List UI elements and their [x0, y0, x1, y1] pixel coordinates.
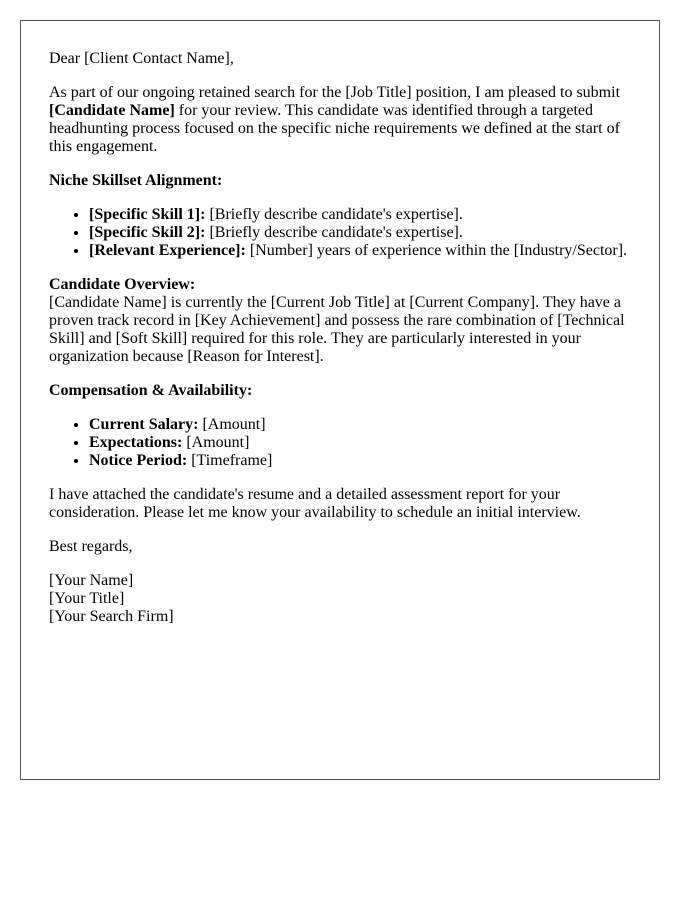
compensation-value: [Amount] — [198, 416, 266, 433]
intro-text-before: As part of our ongoing retained search for the [Job Title] position, I am pleased to submit — [49, 84, 621, 101]
intro-paragraph — [49, 84, 631, 156]
overview-section — [49, 276, 631, 366]
compensation-list — [49, 416, 631, 470]
greeting: Dear [Client Contact Name], — [49, 50, 234, 67]
skills-list-item — [89, 206, 631, 224]
closing-paragraph: I have attached the candidate's resume and a detailed assessment report for your consideration. Please let me know your availability to schedule an initial interview. — [49, 486, 581, 521]
skills-list-item — [89, 224, 631, 242]
signature-name: [Your Name] — [49, 572, 134, 589]
skill-label: [Specific Skill 2]: — [89, 224, 206, 241]
overview-text: [Candidate Name] is currently the [Current Job Title] at [Current Company]. They have a proven track record in [Key Achievement] and possess the rare combination of [Technical Skill] and [Soft Skill] required for this role. They are particularly interested in your organization because [Reason for Interest]. — [49, 294, 625, 365]
skill-text: [Briefly describe candidate's expertise]. — [205, 206, 463, 223]
compensation-value: [Amount] — [182, 434, 250, 451]
skill-text: [Briefly describe candidate's expertise]. — [205, 224, 463, 241]
compensation-value: [Timeframe] — [187, 452, 273, 469]
compensation-label: Current Salary: — [89, 416, 199, 433]
compensation-label: Expectations: — [89, 434, 183, 451]
letter-page — [20, 20, 660, 780]
compensation-label: Notice Period: — [89, 452, 188, 469]
skills-heading: Niche Skillset Alignment: — [49, 172, 223, 189]
overview-heading: Candidate Overview: — [49, 276, 196, 293]
compensation-list-item — [89, 434, 631, 452]
signature-firm: [Your Search Firm] — [49, 608, 174, 625]
skill-text: [Number] years of experience within the [Industry/Sector]. — [245, 242, 628, 259]
skill-label: [Specific Skill 1]: — [89, 206, 206, 223]
compensation-list-item — [89, 452, 631, 470]
signature-title: [Your Title] — [49, 590, 125, 607]
signoff: Best regards, — [49, 538, 133, 555]
compensation-heading: Compensation & Availability: — [49, 382, 253, 399]
skills-list — [49, 206, 631, 260]
intro-text-after: for your review. This candidate was identified through a targeted headhunting process focused on the specific niche requirements we defined at the start of this engagement. — [49, 102, 620, 155]
compensation-list-item — [89, 416, 631, 434]
intro-candidate-name: [Candidate Name] — [49, 102, 175, 119]
skill-label: [Relevant Experience]: — [89, 242, 246, 259]
skills-list-item — [89, 242, 631, 260]
signature-block — [49, 572, 631, 626]
